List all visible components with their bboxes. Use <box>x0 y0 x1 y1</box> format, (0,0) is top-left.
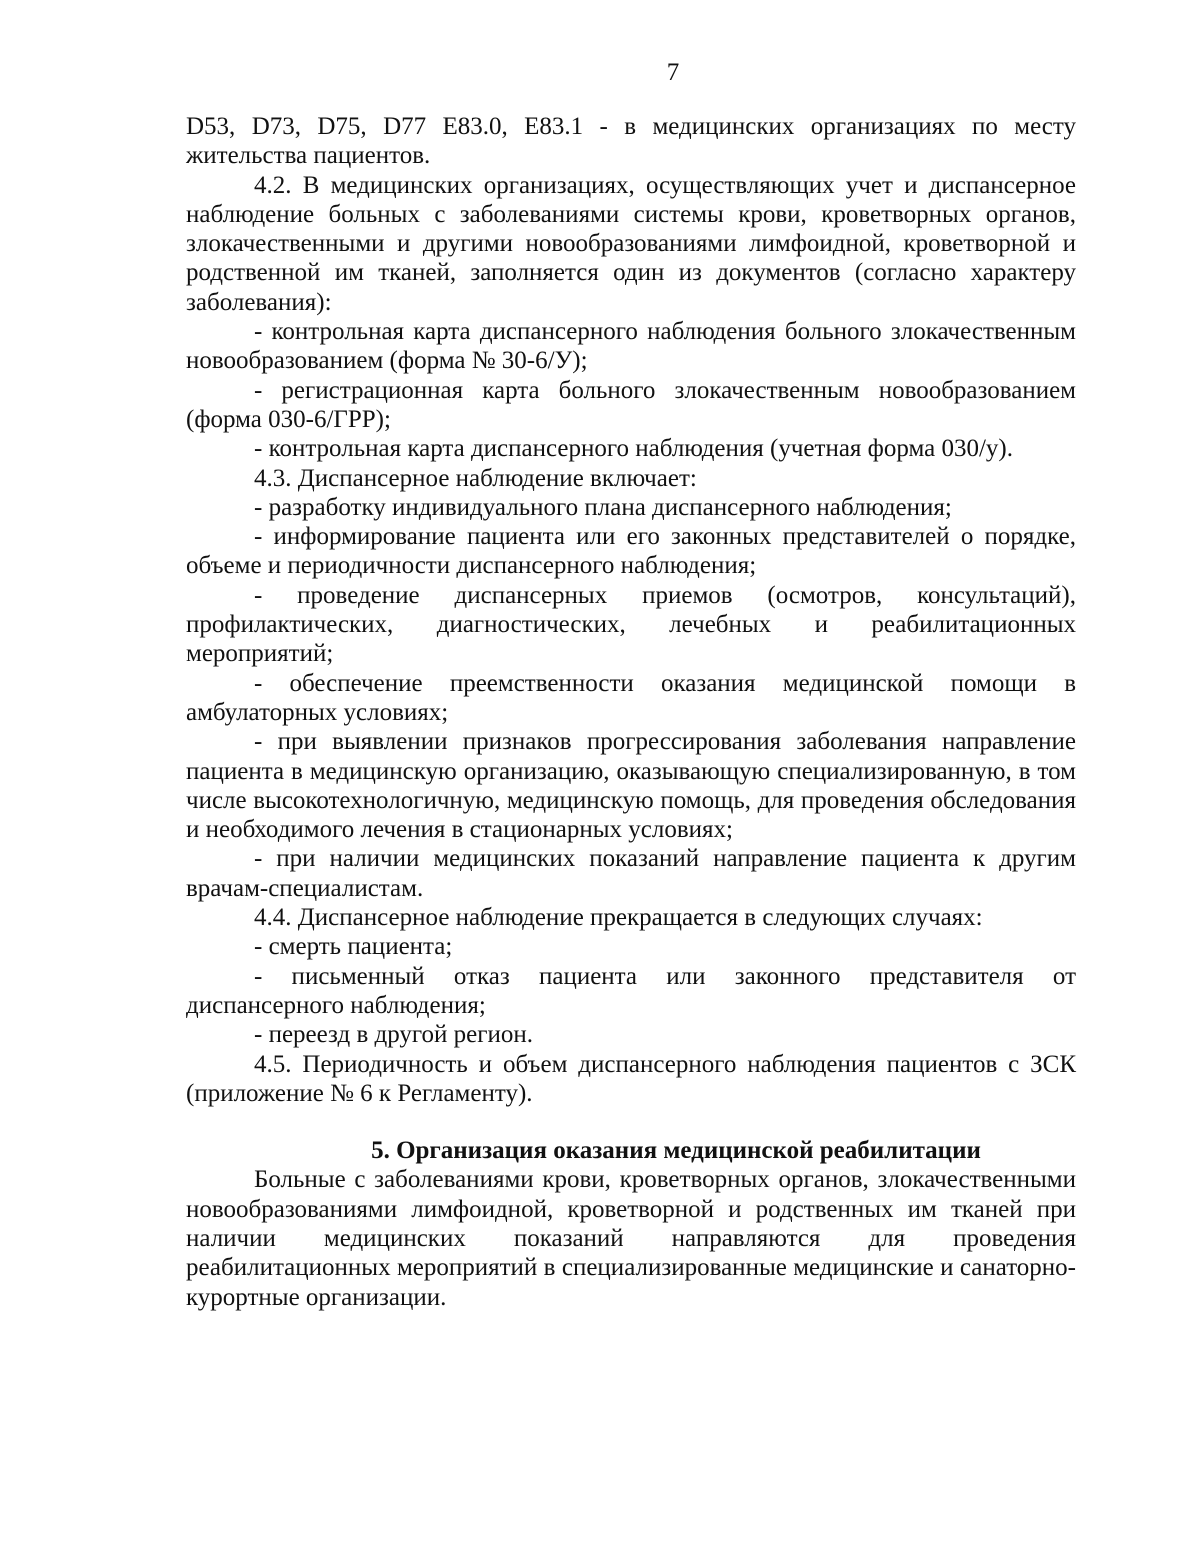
list-item-patient-death: - смерть пациента; <box>254 933 453 961</box>
list-item-form-030u: - контрольная карта диспансерного наблюдения (учетная форма 030/у). <box>254 435 1014 463</box>
list-item-form-30-6u: - контрольная карта диспансерного наблюдения больного злокачественным новообразованием (форма № 30-6/У); <box>186 318 1076 375</box>
list-item-continuity-of-care: - обеспечение преемственности оказания медицинской помощи в амбулаторных условиях; <box>186 669 1076 726</box>
section-5-body: Больные с заболеваниями крови, кроветворных органов, злокачественными новообразованиями лимфоидной, кроветворной и родственных им тканей при наличии медицинских показаний направляются для проведения реабилитационных мероприятий в специализированные медицинские и санаторно-курортные организации. <box>186 1166 1076 1311</box>
list-item-written-refusal: - письменный отказ пациента или законного представителя от диспансерного наблюдения; <box>186 962 1076 1019</box>
list-item-specialist-referral: - при наличии медицинских показаний направление пациента к другим врачам-специалистам. <box>186 845 1076 902</box>
section-5-title: 5. Организация оказания медицинской реабилитации <box>371 1137 981 1165</box>
list-item-progression-referral: - при выявлении признаков прогрессирования заболевания направление пациента в медицинскую организацию, оказывающую специализированную, в том числе высокотехнологичную, медицинскую помощь, для проведения обследования и необходимого лечения в стационарных условиях; <box>186 728 1076 844</box>
document-body <box>186 112 1076 1312</box>
list-item-individual-plan: - разработку индивидуального плана диспансерного наблюдения; <box>254 493 952 521</box>
list-item-dispensary-visits: - проведение диспансерных приемов (осмотров, консультаций), профилактических, диагностических, лечебных и реабилитационных мероприятий; <box>186 581 1076 668</box>
paragraph-4-2: 4.2. В медицинских организациях, осуществляющих учет и диспансерное наблюдение больных с заболеваниями системы крови, кроветворных органов, злокачественными и другими новообразованиями лимфоидной, кроветворной и родственной им тканей, заполняется один из документов (согласно характеру заболевания): <box>186 171 1076 316</box>
list-item-informing-patient: - информирование пациента или его законных представителей о порядке, объеме и периодичности диспансерного наблюдения; <box>186 523 1076 580</box>
list-item-form-030-6grr: - регистрационная карта больного злокачественным новообразованием (форма 030-6/ГРР); <box>186 376 1076 433</box>
paragraph-4-5: 4.5. Периодичность и объем диспансерного наблюдения пациентов с ЗСК (приложение № 6 к Регламенту). <box>186 1050 1076 1107</box>
paragraph-4-3: 4.3. Диспансерное наблюдение включает: <box>254 464 697 492</box>
list-item-relocation: - переезд в другой регион. <box>254 1021 534 1049</box>
paragraph-diagnosis-codes: D53, D73, D75, D77 E83.0, E83.1 - в медицинских организациях по месту жительства пациентов. <box>186 113 1076 170</box>
page-number: 7 <box>666 59 680 86</box>
paragraph-4-4: 4.4. Диспансерное наблюдение прекращается в следующих случаях: <box>254 904 983 932</box>
